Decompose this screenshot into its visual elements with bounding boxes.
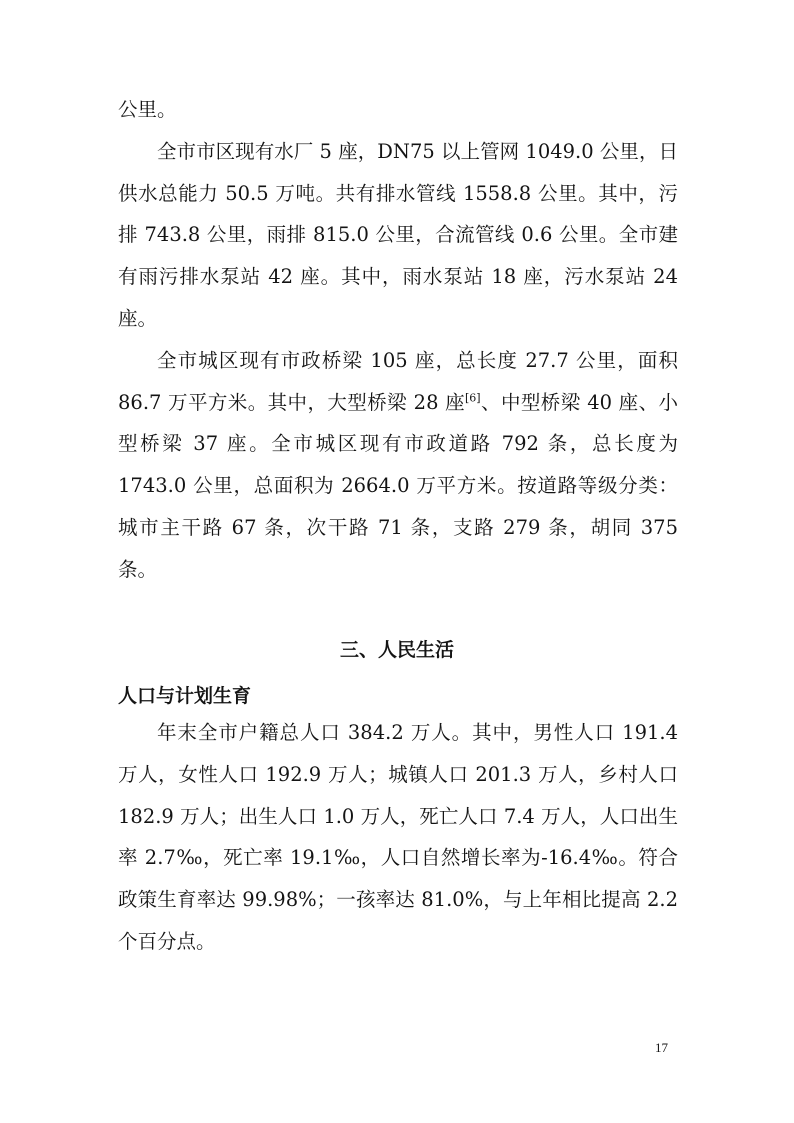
bridges-text-part-2: 、中型桥梁 40 座、小型桥梁 37 座。全市城区现有市政道路 792 条，总长度为 1743.0 公里，总面积为 2664.0 万平方米。按道路等级分类：城市主干路 67 条，次干路 71 条，支路 279 条，胡同 375 条。: [118, 390, 678, 581]
page-number: 17: [655, 1040, 668, 1055]
paragraph-water-drainage: 全市市区现有水厂 5 座，DN75 以上管网 1049.0 公里，日供水总能力 50.5 万吨。共有排水管线 1558.8 公里。其中，污排 743.8 公里，雨排 815.0 公里，合流管线 0.6 公里。全市建有雨污排水泵站 42 座。其中，雨水泵站 18 座，污水泵站 24 座。: [118, 139, 678, 330]
bridges-text-part-1: 全市城区现有市政桥梁 105 座，总长度 27.7 公里，面积 86.7 万平方米。其中，大型桥梁 28 座: [118, 348, 678, 414]
section-title: 三、人民生活: [339, 639, 454, 661]
paragraph-population: 年末全市户籍总人口 384.2 万人。其中，男性人口 191.4 万人，女性人口 192.9 万人；城镇人口 201.3 万人，乡村人口 182.9 万人；出生人口 1.0 万人，死亡人口 7.4 万人，人口出生率 2.7‰，死亡率 19.1‰，人口自然增长率为-16.4‰。符合政策生育率达 99.98%；一孩率达 81.0%，与上年相比提高 2.2 个百分点。: [118, 721, 678, 953]
body-text-block: [118, 89, 678, 591]
footnote-reference[interactable]: [6]: [465, 390, 481, 404]
subsection-title: 人口与计划生育: [118, 685, 252, 707]
paragraph-bridges-roads: [118, 340, 678, 591]
paragraph-continuation: 公里。: [118, 98, 177, 121]
population-text-block: [118, 712, 678, 963]
